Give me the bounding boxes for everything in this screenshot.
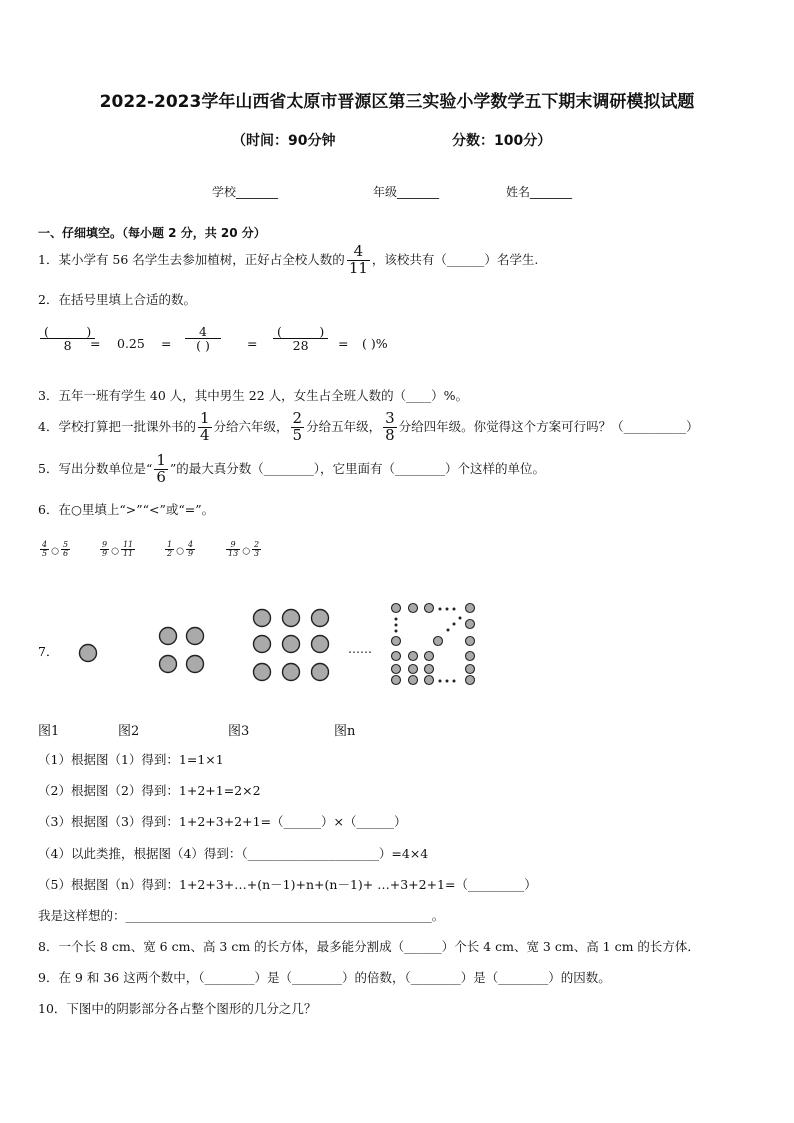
q7-line-3: （3）根据图（3）得到：1+2+3+2+1=（______）×（______）	[38, 814, 407, 829]
q6-p2-a-den: 9	[102, 549, 108, 559]
ellipsis-dot	[453, 608, 456, 611]
dot	[80, 645, 97, 662]
q2-f1-denominator: 8	[63, 338, 72, 354]
q6-p4-b-num: 2	[254, 540, 260, 549]
dot	[283, 636, 300, 653]
q1-fraction	[347, 244, 370, 277]
ellipsis-dot	[446, 608, 449, 611]
q2-f1-numerator: (______)	[40, 325, 95, 339]
dot	[392, 637, 401, 646]
dot	[312, 636, 329, 653]
q2-percent: ( )%	[362, 336, 388, 351]
q1-text: 1．某小学有 56 名学生去参加植树，正好占全校人数的	[38, 251, 345, 267]
q7-line-4: （4）以此类推，根据图（4）得到：（_____________________）=4×4	[38, 846, 429, 861]
q6-p3-b-den: 9	[187, 549, 194, 559]
school-field: 学校_______	[212, 185, 279, 199]
q6-p4-a-den: 13	[228, 549, 239, 559]
q6-pair-4	[224, 541, 263, 559]
question-9: 9．在 9 和 36 这两个数中，（________）是（________）的倍数，（________）是（________）的因数。	[38, 970, 611, 985]
ellipsis-dot	[459, 617, 462, 620]
dot	[312, 610, 329, 627]
q5-denominator: 6	[156, 467, 166, 486]
compare-circle-3[interactable]: ○	[176, 546, 184, 557]
dot	[392, 652, 401, 661]
grade-field: 年级_______	[373, 185, 440, 199]
q5-text-end: ”的最大真分数（________），它里面有（________）个这样的单位。	[169, 460, 546, 476]
q6-p1-b-num: 5	[62, 540, 69, 549]
q4-text: 4．学校打算把一批课外书的	[38, 418, 196, 434]
dot	[434, 637, 443, 646]
dot	[283, 610, 300, 627]
exam-score: 分数：100分）	[452, 133, 552, 149]
dot	[160, 628, 177, 645]
question-4	[38, 411, 699, 444]
dot-figure-n	[392, 604, 475, 685]
q6-p1-a-num: 4	[42, 540, 48, 549]
dot	[466, 676, 475, 685]
q2-f2-denominator: ( )	[196, 338, 210, 354]
question-7-label: 7．	[38, 644, 59, 659]
dot	[392, 604, 401, 613]
q6-p2-b-den: 11	[122, 549, 134, 559]
fig-label-1: 图1	[38, 724, 60, 739]
dot	[254, 664, 271, 681]
dot-figure-2	[160, 628, 204, 673]
q4-fraction-1	[198, 411, 212, 444]
question-1	[38, 244, 538, 277]
q5-fraction	[154, 453, 168, 486]
q1-denominator: 11	[348, 258, 368, 277]
q7-line-5: （5）根据图（n）得到：1+2+3+…+(n－1)+n+(n－1)+ …+3+2+1=（_________）	[38, 877, 537, 892]
dot	[312, 664, 329, 681]
q2-decimal: 0.25	[117, 336, 145, 351]
ellipsis-dot	[453, 623, 456, 626]
dot	[409, 652, 418, 661]
dot	[466, 620, 475, 629]
dot	[466, 604, 475, 613]
q6-p4-b-den: 3	[254, 549, 260, 559]
q4-f3-numerator: 3	[385, 409, 395, 427]
q7-dot-figures	[0, 596, 794, 696]
ellipsis-dot	[395, 618, 398, 621]
q6-p1-b-den: 6	[62, 549, 69, 559]
q4-f3-denominator: 8	[385, 425, 395, 444]
q4-f1-denominator: 4	[199, 425, 210, 444]
q2-fraction-1	[38, 325, 97, 352]
q4-fraction-2	[291, 411, 305, 444]
q2-equals-4: =	[338, 336, 349, 351]
page-title: 2022-2023学年山西省太原市晋源区第三实验小学数学五下期末调研模拟试题	[99, 92, 695, 112]
q4-text-4: 分给四年级。你觉得这个方案可行吗？（__________）	[398, 418, 699, 434]
q2-fraction-3	[271, 325, 330, 352]
dot	[392, 665, 401, 674]
exam-time: （时间：90分钟	[232, 133, 336, 149]
dot	[409, 604, 418, 613]
dot	[409, 676, 418, 685]
question-3: 3．五年一班有学生 40 人，其中男生 22 人，女生占全班人数的（____）%。	[38, 388, 469, 403]
q7-thought: 我是这样想的：_________________________________________________。	[38, 908, 445, 923]
dot	[283, 664, 300, 681]
compare-circle-2[interactable]: ○	[111, 546, 119, 557]
q6-p4-a-num: 9	[226, 541, 240, 550]
dot	[466, 652, 475, 661]
fig-label-n: 图n	[334, 724, 356, 739]
ellipsis-dot	[453, 680, 456, 683]
fig-label-2: 图2	[118, 724, 140, 739]
q2-fraction-2	[183, 325, 223, 352]
q6-p3-a-num: 1	[167, 540, 173, 549]
q7-ellipsis: ……	[348, 642, 372, 656]
q1-text-end: ，该校共有（______）名学生.	[371, 251, 539, 267]
q2-f3-numerator: (______)	[273, 325, 328, 339]
q6-pair-2	[98, 541, 137, 559]
dot	[425, 604, 434, 613]
ellipsis-dot	[395, 624, 398, 627]
compare-circle-4[interactable]: ○	[242, 546, 251, 557]
q6-p2-a-num: 9	[102, 540, 108, 549]
q4-f2-numerator: 2	[292, 409, 303, 427]
ellipsis-dot	[439, 680, 442, 683]
q4-f1-numerator: 1	[199, 409, 210, 427]
dot-figure-3	[254, 610, 329, 681]
q4-f2-denominator: 5	[292, 425, 303, 444]
q4-text-2: 分给六年级，	[213, 418, 289, 434]
q2-equals-1: =	[90, 336, 101, 351]
question-6: 6．在○里填上“>”“<”或“=”。	[38, 502, 215, 517]
q4-text-3: 分给五年级，	[306, 418, 382, 434]
q2-equals-3: =	[247, 336, 258, 351]
ellipsis-dot	[439, 608, 442, 611]
question-8: 8．一个长 8 cm、宽 6 cm、高 3 cm 的长方体，最多能分割成（______）个长 4 cm、宽 3 cm、高 1 cm 的长方体．	[38, 939, 700, 954]
dot	[187, 656, 204, 673]
dot	[425, 665, 434, 674]
dot	[466, 665, 475, 674]
question-10: 10．下图中的阴影部分各占整个图形的几分之几？	[38, 1001, 317, 1016]
ellipsis-dot	[446, 680, 449, 683]
dot	[187, 628, 204, 645]
dot	[409, 665, 418, 674]
q5-text: 5．写出分数单位是“	[38, 460, 153, 476]
q2-f3-denominator: 28	[292, 338, 309, 354]
section-heading: 一、仔细填空。（每小题 2 分，共 20 分）	[38, 226, 266, 240]
q6-pair-1	[38, 541, 72, 559]
name-field: 姓名_______	[506, 185, 573, 199]
dot	[392, 676, 401, 685]
fig-label-3: 图3	[228, 724, 250, 739]
dot	[254, 610, 271, 627]
q6-p3-b-num: 4	[187, 540, 194, 549]
question-5	[38, 453, 545, 486]
q2-f2-numerator: 4	[185, 325, 221, 339]
compare-circle-1[interactable]: ○	[51, 546, 59, 557]
dot	[425, 652, 434, 661]
q4-fraction-3	[383, 411, 397, 444]
q1-numerator: 4	[347, 244, 370, 261]
q7-line-1: （1）根据图（1）得到：1=1×1	[38, 752, 224, 767]
question-2: 2．在括号里填上合适的数。	[38, 292, 196, 307]
q7-line-2: （2）根据图（2）得到：1+2+1=2×2	[38, 783, 261, 798]
dot	[254, 636, 271, 653]
dot-figure-1	[80, 645, 97, 662]
q6-p1-a-den: 5	[42, 549, 48, 559]
q6-comparisons	[38, 541, 298, 571]
q6-p3-a-den: 2	[167, 549, 173, 559]
ellipsis-dot	[395, 630, 398, 633]
q5-numerator: 1	[156, 451, 166, 469]
q2-equals-2: =	[161, 336, 172, 351]
dot	[466, 637, 475, 646]
dot	[160, 656, 177, 673]
dot	[425, 676, 434, 685]
q6-p2-b-num: 11	[122, 540, 134, 549]
q6-pair-3	[163, 541, 197, 559]
ellipsis-dot	[447, 629, 450, 632]
